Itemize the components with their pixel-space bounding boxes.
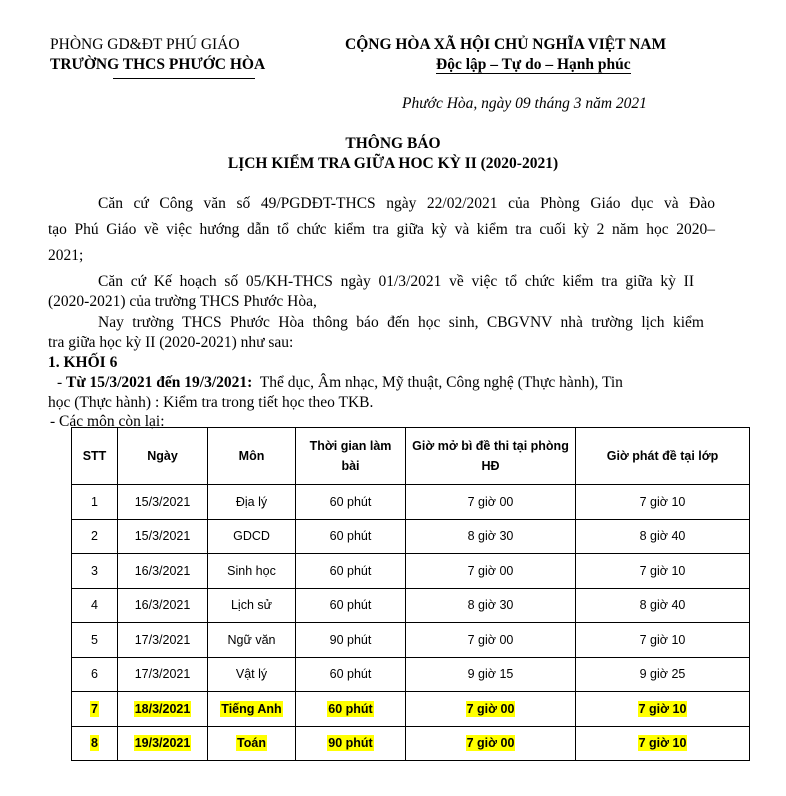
cell-giomo: 7 giờ 00 — [406, 554, 576, 589]
highlight-stt: 7 — [91, 701, 98, 716]
national-motto — [436, 56, 631, 74]
header-ngay: Ngày — [118, 428, 208, 485]
highlight-giophat: 7 giờ 10 — [638, 736, 687, 751]
cell-giomo: 7 giờ 00 — [406, 623, 576, 658]
table-row — [72, 623, 750, 658]
header-giophat: Giờ phát đề tại lớp — [576, 428, 750, 485]
para1-line1: Căn cứ Công văn số 49/PGDĐT-THCS ngày 22/02/2021 của Phòng Giáo dục và Đào — [98, 195, 715, 212]
cell-ngay: 15/3/2021 — [118, 485, 208, 520]
highlight-ngay: 18/3/2021 — [134, 701, 191, 716]
cell-mon: GDCD — [208, 519, 296, 554]
cell-stt — [72, 692, 118, 727]
cell-giophat: 7 giờ 10 — [576, 623, 750, 658]
cell-ngay — [118, 726, 208, 761]
cell-thoigian: 60 phút — [296, 485, 406, 520]
cell-ngay: 17/3/2021 — [118, 657, 208, 692]
item1-subjects: Thể dục, Âm nhạc, Mỹ thuật, Công nghệ (Thực hành), Tin — [252, 374, 623, 391]
table-header-row — [72, 428, 750, 485]
national-motto-text: Độc lập – Tự do – Hạnh phúc — [436, 56, 631, 73]
cell-mon: Sinh học — [208, 554, 296, 589]
cell-giophat: 7 giờ 10 — [576, 485, 750, 520]
cell-giomo: 8 giờ 30 — [406, 519, 576, 554]
cell-giophat: 8 giờ 40 — [576, 519, 750, 554]
notice-subtitle: LỊCH KIỂM TRA GIỮA HOC KỲ II (2020-2021) — [227, 155, 559, 172]
highlight-mon: Tiếng Anh — [221, 701, 282, 716]
table-row — [72, 485, 750, 520]
cell-stt: 2 — [72, 519, 118, 554]
header-giomo — [406, 428, 576, 485]
header-giomo-line1: Giờ mở bì đề thi tại phòng — [412, 439, 569, 453]
cell-thoigian: 60 phút — [296, 588, 406, 623]
table-row-highlighted — [72, 726, 750, 761]
header-thoigian — [296, 428, 406, 485]
cell-mon — [208, 692, 296, 727]
department-name: PHÒNG GD&ĐT PHÚ GIÁO — [50, 36, 240, 53]
cell-giomo: 9 giờ 15 — [406, 657, 576, 692]
cell-mon: Lịch sử — [208, 588, 296, 623]
cell-giophat: 9 giờ 25 — [576, 657, 750, 692]
header-thoigian-line1: Thời gian làm — [309, 439, 392, 453]
cell-thoigian — [296, 692, 406, 727]
table-row — [72, 588, 750, 623]
item2: - Các môn còn lại: — [50, 413, 165, 430]
school-name-text: TRƯỜNG THCS PHƯỚC HÒA — [50, 56, 266, 73]
cell-mon: Địa lý — [208, 485, 296, 520]
highlight-giophat: 7 giờ 10 — [638, 701, 687, 716]
header-stt: STT — [72, 428, 118, 485]
date-line: Phước Hòa, ngày 09 tháng 3 năm 2021 — [402, 95, 647, 112]
cell-giomo: 8 giờ 30 — [406, 588, 576, 623]
para1-line2: tạo Phú Giáo về việc hướng dẫn tổ chức kiểm tra giữa kỳ và kiểm tra cuối kỳ 2 năm học 2020– — [48, 221, 715, 238]
school-name-underline — [113, 78, 255, 79]
highlight-mon: Toán — [237, 736, 266, 751]
highlight-stt: 8 — [91, 736, 98, 751]
section-heading: 1. KHỐI 6 — [48, 354, 118, 371]
cell-giophat: 7 giờ 10 — [576, 554, 750, 589]
national-title: CỘNG HÒA XÃ HỘI CHỦ NGHĨA VIỆT NAM — [345, 36, 667, 53]
item1-date-range: Từ 15/3/2021 đến 19/3/2021: — [66, 374, 253, 391]
cell-giomo: 7 giờ 00 — [406, 485, 576, 520]
cell-stt: 1 — [72, 485, 118, 520]
item1-line2: học (Thực hành) : Kiểm tra trong tiết học theo TKB. — [48, 394, 374, 411]
highlight-ngay: 19/3/2021 — [134, 736, 191, 751]
cell-stt: 4 — [72, 588, 118, 623]
cell-thoigian: 60 phút — [296, 519, 406, 554]
para3-line2: tra giữa học kỳ II (2020-2021) như sau: — [48, 334, 294, 351]
cell-giophat: 8 giờ 40 — [576, 588, 750, 623]
cell-ngay — [118, 692, 208, 727]
exam-schedule-table — [71, 427, 750, 761]
cell-thoigian — [296, 726, 406, 761]
table-row — [72, 554, 750, 589]
notice-title: THÔNG BÁO — [345, 135, 441, 152]
table-row — [72, 519, 750, 554]
cell-thoigian: 90 phút — [296, 623, 406, 658]
table-row-highlighted — [72, 692, 750, 727]
header-mon: Môn — [208, 428, 296, 485]
highlight-giomo: 7 giờ 00 — [466, 701, 515, 716]
item1-prefix: - — [57, 374, 67, 391]
highlight-thoigian: 90 phút — [328, 736, 373, 751]
cell-stt: 6 — [72, 657, 118, 692]
cell-mon — [208, 726, 296, 761]
cell-stt — [72, 726, 118, 761]
highlight-thoigian: 60 phút — [328, 701, 373, 716]
cell-ngay: 17/3/2021 — [118, 623, 208, 658]
cell-mon: Vật lý — [208, 657, 296, 692]
cell-giophat — [576, 726, 750, 761]
highlight-giomo: 7 giờ 00 — [466, 736, 515, 751]
para1-line3: 2021; — [48, 247, 84, 264]
cell-thoigian: 60 phút — [296, 554, 406, 589]
para2-line2: (2020-2021) của trường THCS Phước Hòa, — [48, 293, 317, 310]
para2-line1: Căn cứ Kế hoạch số 05/KH-THCS ngày 01/3/2021 về việc tổ chức kiểm tra giữa kỳ II — [98, 273, 694, 290]
cell-stt: 5 — [72, 623, 118, 658]
cell-giophat — [576, 692, 750, 727]
item1-line1 — [57, 374, 623, 392]
cell-giomo — [406, 692, 576, 727]
header-giomo-line2: HĐ — [481, 459, 500, 473]
cell-thoigian: 60 phút — [296, 657, 406, 692]
cell-ngay: 15/3/2021 — [118, 519, 208, 554]
cell-giomo — [406, 726, 576, 761]
cell-mon: Ngữ văn — [208, 623, 296, 658]
para3-line1: Nay trường THCS Phước Hòa thông báo đến học sinh, CBGVNV nhà trường lịch kiểm — [98, 314, 704, 331]
school-name — [50, 56, 265, 74]
cell-ngay: 16/3/2021 — [118, 554, 208, 589]
table-row — [72, 657, 750, 692]
header-thoigian-line2: bài — [341, 459, 360, 473]
cell-stt: 3 — [72, 554, 118, 589]
cell-ngay: 16/3/2021 — [118, 588, 208, 623]
